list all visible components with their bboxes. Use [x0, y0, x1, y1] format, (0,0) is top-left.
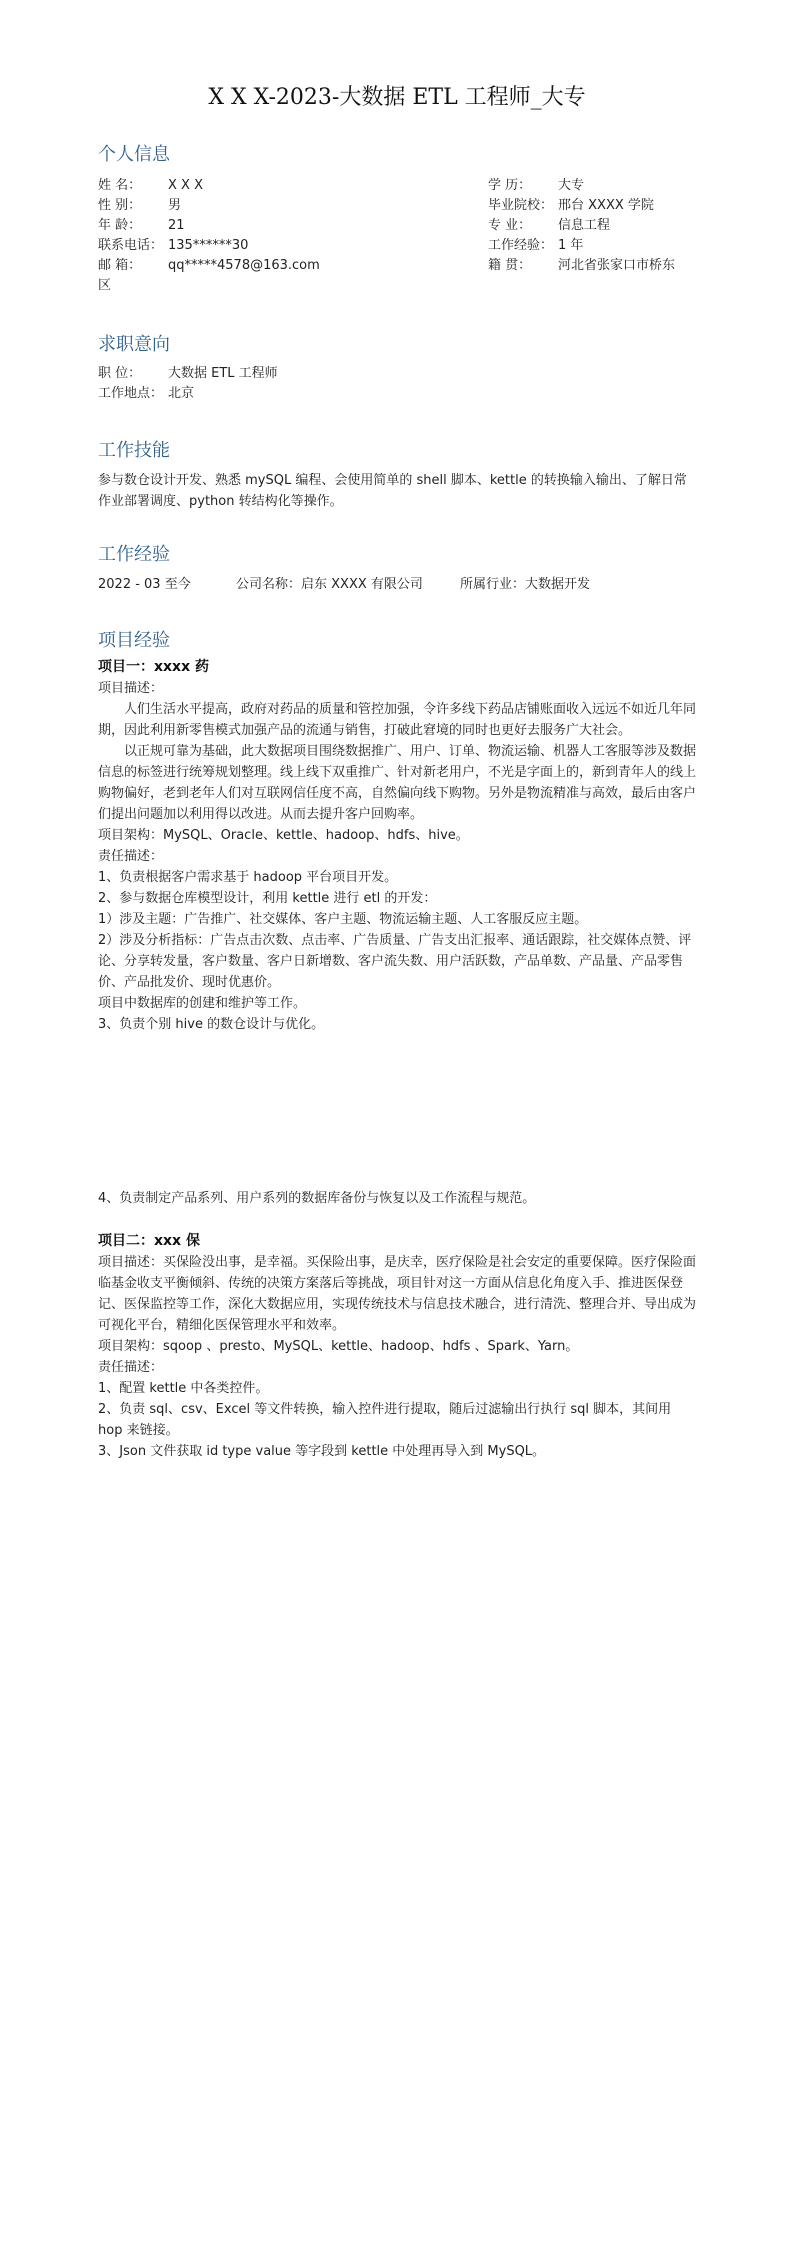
- intent-label: 职 位：: [98, 366, 142, 381]
- project-one: [98, 656, 698, 1035]
- info-value: 河北省张家口市桥东: [558, 258, 676, 273]
- skills-text: 参与数仓设计开发、熟悉 mySQL 编程、会使用简单的 shell 脚本、kettle 的转换输入输出、了解日常作业部署调度、python 转结构化等操作。: [98, 473, 687, 509]
- info-education: [488, 176, 584, 196]
- project-two: [98, 1230, 698, 1462]
- section-heading-skills: 工作技能: [98, 440, 170, 461]
- project-two-duty: 2、负责 sql、csv、Excel 等文件转换，输入控件进行提取，随后过滤输出行执行 sql 脚本，其间用 hop 来链接。: [98, 1402, 672, 1438]
- info-label: 籍 贯：: [488, 258, 532, 273]
- info-email: [98, 256, 320, 276]
- project-one-duty: 1）涉及主题：广告推广、社交媒体、客户主题、物流运输主题、人工客服反应主题。: [98, 912, 588, 927]
- project-two-duty: 1、配置 kettle 中各类控件。: [98, 1381, 269, 1396]
- info-age: [98, 216, 185, 236]
- project-one-duty: 2）涉及分析指标：广告点击次数、点击率、广告质量、广告支出汇报率、通话跟踪，社交媒体点赞、评论、分享转发量，客户数量、客户日新增数、客户流失数、用户活跃数，产品单数、产品量、产品零售价、产品批发价、现时优惠价。: [98, 933, 692, 990]
- experience-row: [98, 574, 698, 595]
- info-label: 专 业：: [488, 218, 532, 233]
- project-one-duty-4: 4、负责制定产品系列、用户系列的数据库备份与恢复以及工作流程与规范。: [98, 1191, 536, 1206]
- info-label: 性 别：: [98, 198, 142, 213]
- project-two-title: 项目二：xxx 保: [98, 1233, 200, 1249]
- intent-location: [98, 384, 194, 404]
- info-value: 大专: [558, 178, 585, 193]
- info-major: [488, 216, 610, 236]
- project-one-desc-paragraph: 人们生活水平提高，政府对药品的质量和管控加强，令许多线下药品店铺账面收入远远不如近几年同期，因此利用新零售模式加强产品的流通与销售，打破此窘境的同时也更好去服务广大社会。: [98, 702, 697, 738]
- section-heading-experience: 工作经验: [98, 544, 170, 565]
- project-two-architecture: 项目架构：sqoop 、presto、MySQL、kettle、hadoop、hdfs 、Spark、Yarn。: [98, 1339, 579, 1354]
- project-one-desc-paragraph: 以正规可靠为基础，此大数据项目围绕数据推广、用户、订单、物流运输、机器人工客服等涉及数据信息的标签进行统筹规划整理。线上线下双重推广、针对新老用户，不光是字面上的，新到青年人的线上购物偏好，老到老年人们对互联网信任度不高，自然偏向线下购物。另外是物流精准与高效，最后由客户们提出问题加以利用得以改进。从而去提升客户回购率。: [98, 744, 697, 822]
- project-two-duty: 3、Json 文件获取 id type value 等字段到 kettle 中处理再导入到 MySQL。: [98, 1444, 546, 1459]
- project-one-duty: 1、负责根据客户需求基于 hadoop 平台项目开发。: [98, 870, 398, 885]
- info-label: 年 龄：: [98, 218, 142, 233]
- project-one-title: 项目一：xxxx 药: [98, 659, 209, 675]
- info-value: 男: [168, 198, 182, 213]
- info-label: 学 历：: [488, 178, 532, 193]
- intent-position: [98, 364, 278, 384]
- project-one-duty: 2、参与数据仓库模型设计，利用 kettle 进行 etl 的开发：: [98, 891, 437, 906]
- info-value: 1 年: [558, 238, 584, 253]
- info-name: [98, 176, 203, 196]
- info-gender: [98, 196, 181, 216]
- intent-value: 北京: [168, 386, 195, 401]
- section-heading-projects: 项目经验: [98, 630, 170, 651]
- info-value: 135******30: [168, 238, 249, 253]
- info-wrap-char: 区: [98, 278, 112, 293]
- info-value: X X X: [168, 178, 203, 193]
- experience-period: 2022 - 03 至今: [98, 577, 191, 592]
- info-label: 邮 箱：: [98, 258, 142, 273]
- project-one-architecture: 项目架构：MySQL、Oracle、kettle、hadoop、hdfs、hive。: [98, 828, 469, 843]
- project-two-duty-label: 责任描述：: [98, 1360, 164, 1375]
- info-value: 邢台 XXXX 学院: [558, 198, 654, 213]
- project-one-duty-label: 责任描述：: [98, 849, 164, 864]
- experience-company: 公司名称：启东 XXXX 有限公司: [236, 577, 423, 592]
- info-label: 姓 名：: [98, 178, 142, 193]
- info-hometown: [488, 256, 675, 276]
- info-school: [488, 196, 654, 216]
- project-one-duty: 项目中数据库的创建和维护等工作。: [98, 996, 307, 1011]
- experience-industry: 所属行业：大数据开发: [460, 577, 591, 592]
- info-value: qq*****4578@163.com: [168, 258, 320, 273]
- info-phone: [98, 236, 248, 256]
- info-value: 信息工程: [558, 218, 611, 233]
- intent-value: 大数据 ETL 工程师: [168, 366, 278, 381]
- project-one-duty: 3、负责个别 hive 的数仓设计与优化。: [98, 1017, 325, 1032]
- intent-label: 工作地点：: [98, 386, 164, 401]
- section-heading-intent: 求职意向: [98, 334, 170, 355]
- project-one-desc-label: 项目描述：: [98, 681, 164, 696]
- info-label: 联系电话：: [98, 238, 164, 253]
- info-label: 毕业院校：: [488, 198, 554, 213]
- project-two-desc: 项目描述：买保险没出事，是幸福。买保险出事，是庆幸，医疗保险是社会安定的重要保障。医疗保险面临基金收支平衡倾斜、传统的决策方案落后等挑战，项目针对这一方面从信息化角度入手、推进医保登记、医保监控等工作，深化大数据应用，实现传统技术与信息技术融合，进行清洗、整理合并、导出成为可视化平台，精细化医保管理水平和效率。: [98, 1255, 697, 1333]
- info-label: 工作经验：: [488, 238, 554, 253]
- resume-title: X X X-2023-大数据 ETL 工程师_大专: [208, 85, 586, 110]
- section-heading-personal: 个人信息: [98, 144, 170, 165]
- info-work-years: [488, 236, 583, 256]
- info-value: 21: [168, 218, 185, 233]
